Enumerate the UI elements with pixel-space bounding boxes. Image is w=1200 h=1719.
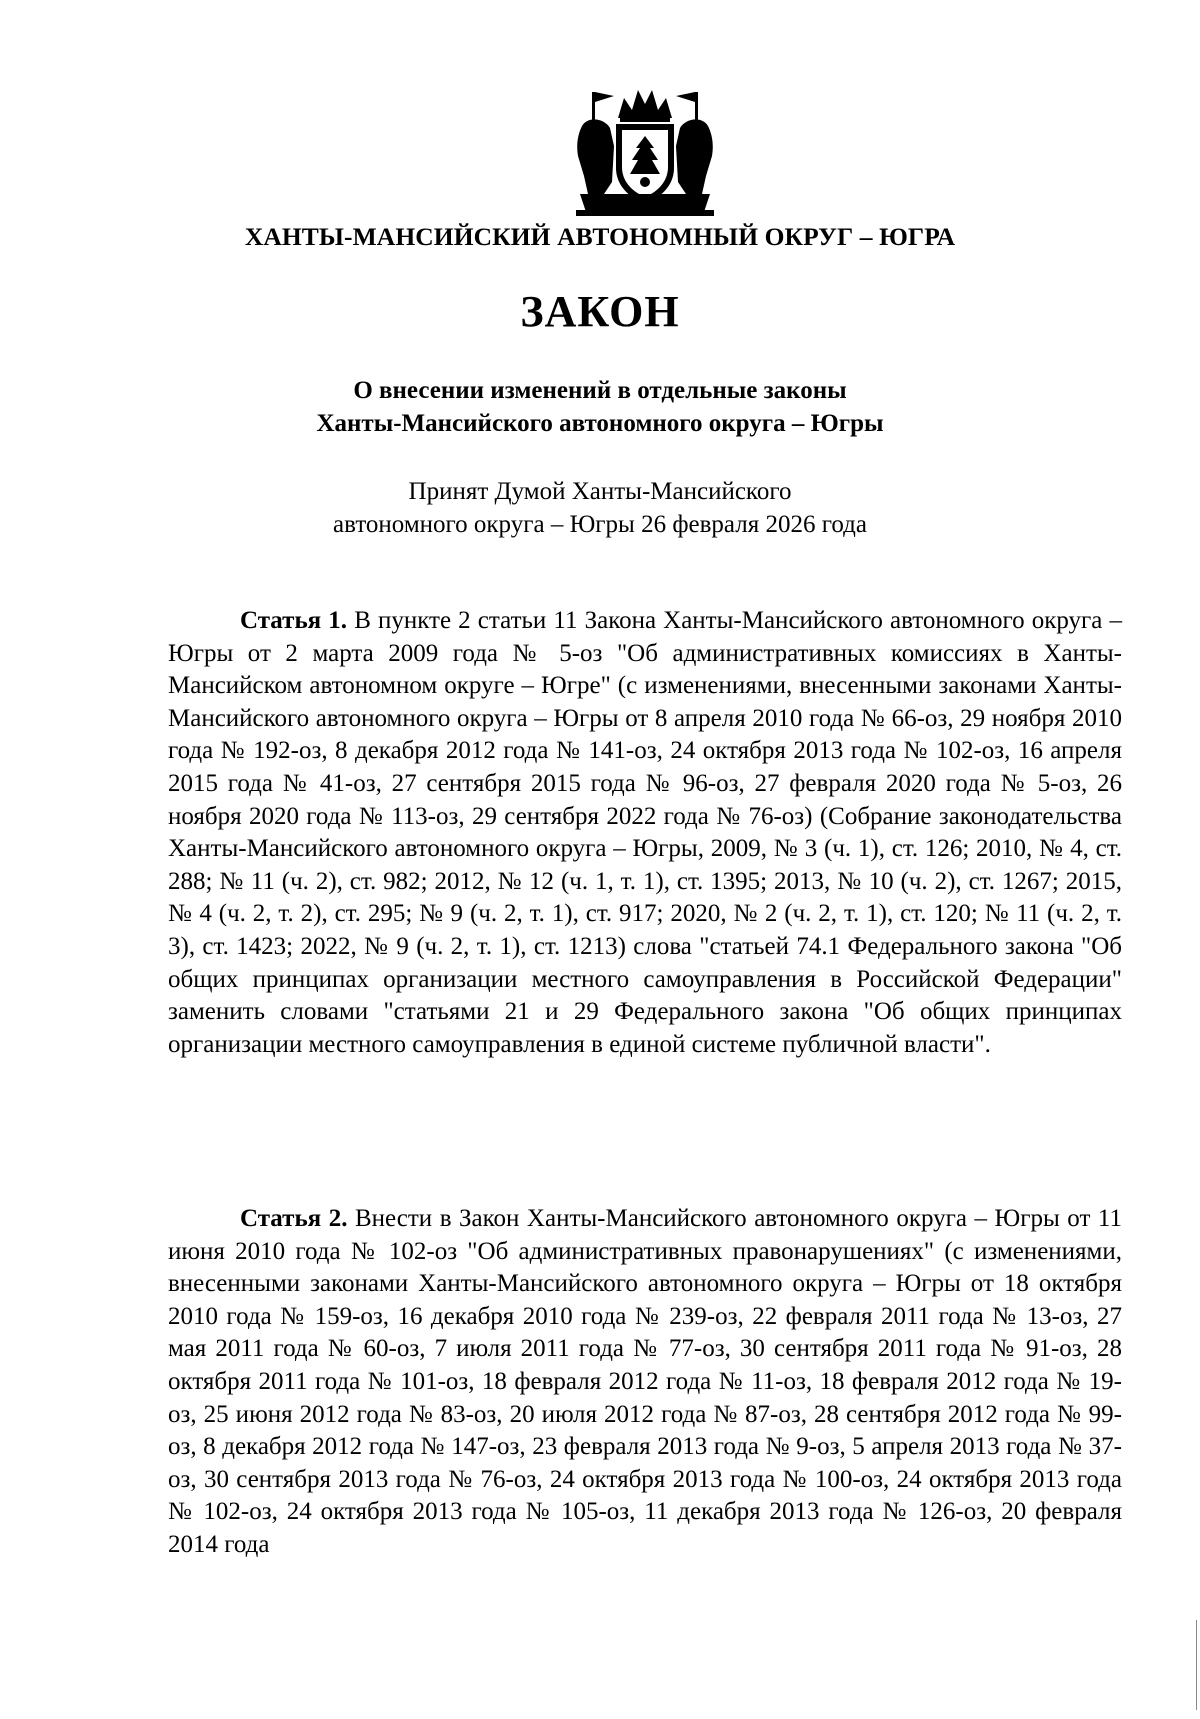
adoption-note-line-2: автономного округа – Югры 26 февраля 2026 года [333, 511, 867, 538]
scan-edge-line [1196, 1620, 1197, 1710]
article-2-label: Статья 2. [240, 1205, 348, 1232]
coat-of-arms-emblem [574, 86, 716, 218]
adoption-note [0, 475, 1200, 541]
article-2 [168, 1203, 1122, 1562]
law-subject-line-1: О внесении изменений в отдельные законы [353, 377, 847, 404]
document-type-title: ЗАКОН [520, 287, 680, 336]
law-subject-line-2: Ханты-Мансийского автономного округа – Югры [316, 410, 884, 437]
law-subject [0, 374, 1200, 440]
region-title: ХАНТЫ-МАНСИЙСКИЙ АВТОНОМНЫЙ ОКРУГ – ЮГРА [244, 222, 956, 251]
adoption-note-line-1: Принят Думой Ханты-Мансийского [408, 478, 792, 505]
article-1 [168, 605, 1122, 1061]
article-2-text: Внести в Закон Ханты-Мансийского автономного округа – Югры от 11 июня 2010 года № 102-оз "Об административных правонарушениях" (с изменениями, внесенными законами Ханты-Мансийского автономного округа – Югры от 18 октября 2010 года № 159-оз, 16 декабря 2010 года № 239-оз, 22 февраля 2011 года № 13-оз, 27 мая 2011 года № 60-оз, 7 июля 2011 года № 77-оз, 30 сентября 2011 года № 91-оз, 28 октября 2011 года № 101-оз, 18 февраля 2012 года № 11-оз, 18 февраля 2012 года № 19-оз, 25 июня 2012 года № 83-оз, 20 июля 2012 года № 87-оз, 28 сентября 2012 года № 99-оз, 8 декабря 2012 года № 147-оз, 23 февраля 2013 года № 9-оз, 5 апреля 2013 года № 37-оз, 30 сентября 2013 года № 76-оз, 24 октября 2013 года № 100-оз, 24 октября 2013 года № 102-оз, 24 октября 2013 года № 105-оз, 11 декабря 2013 года № 126-оз, 20 февраля 2014 года [168, 1205, 1122, 1558]
article-1-label: Статья 1. [240, 607, 348, 634]
article-1-text: В пункте 2 статьи 11 Закона Ханты-Мансийского автономного округа – Югры от 2 марта 2009 года № 5-оз "Об административных комиссиях в Ханты-Мансийском автономном округе – Югре" (с изменениями, внесенными законами Ханты-Мансийского автономного округа – Югры от 8 апреля 2010 года № 66-оз, 29 ноября 2010 года № 192-оз, 8 декабря 2012 года № 141-оз, 24 октября 2013 года № 102-оз, 16 апреля 2015 года № 41-оз, 27 сентября 2015 года № 96-оз, 27 февраля 2020 года № 5-оз, 26 ноября 2020 года № 113-оз, 29 сентября 2022 года № 76-оз) (Собрание законодательства Ханты-Мансийского автономного округа – Югры, 2009, № 3 (ч. 1), ст. 126; 2010, № 4, ст. 288; № 11 (ч. 2), ст. 982; 2012, № 12 (ч. 1, т. 1), ст. 1395; 2013, № 10 (ч. 2), ст. 1267; 2015, № 4 (ч. 2, т. 2), ст. 295; № 9 (ч. 2, т. 1), ст. 917; 2020, № 2 (ч. 2, т. 1), ст. 120; № 11 (ч. 2, т. 3), ст. 1423; 2022, № 9 (ч. 2, т. 1), ст. 1213) слова "статьей 74.1 Федерального закона "Об общих принципах организации местного самоуправления в Российской Федерации" заменить словами "статьями 21 и 29 Федерального закона "Об общих принципах организации местного самоуправления в единой системе публичной власти". [168, 607, 1123, 1058]
